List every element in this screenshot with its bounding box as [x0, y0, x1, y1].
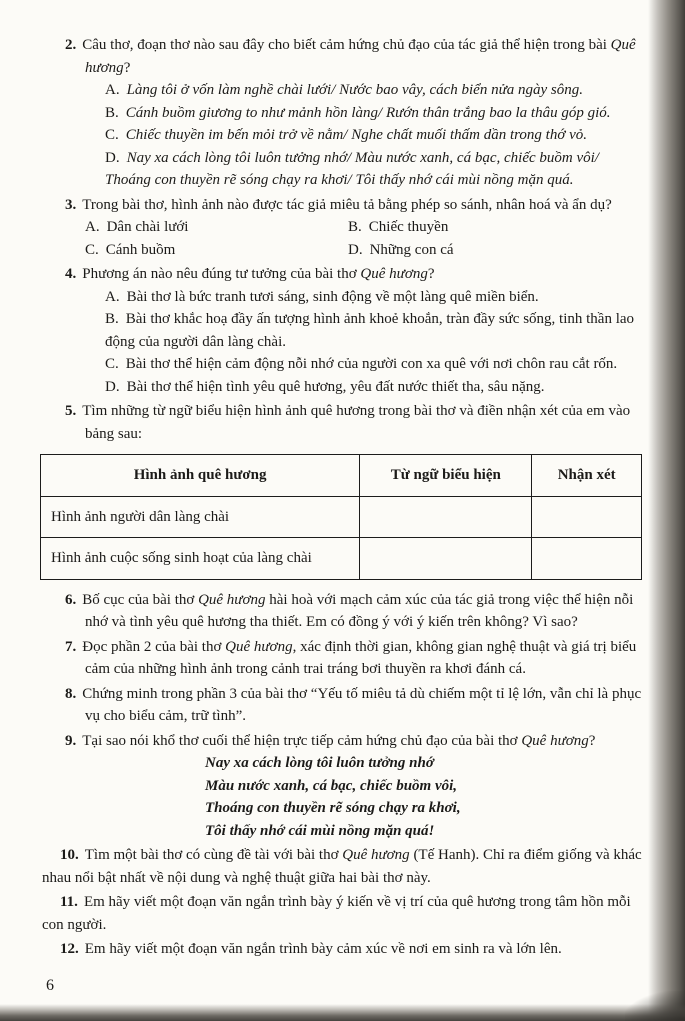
- option-label: D.: [105, 149, 120, 166]
- table-header-row: [41, 455, 642, 497]
- question-5: [42, 400, 643, 580]
- question-3-options-row-2: [85, 239, 643, 262]
- option-label: C.: [105, 127, 119, 143]
- question-5-text: Tìm những từ ngữ biểu hiện hình ảnh quê hương trong bài thơ và điền nhận xét của em vào bảng sau:: [82, 403, 631, 442]
- poem-line-4: Tôi thấy nhớ cái mùi nồng mặn quá!: [205, 822, 435, 839]
- scan-edge-bottom: [0, 1004, 685, 1021]
- question-9-text-post: ?: [588, 732, 596, 749]
- answer-table: [40, 454, 642, 580]
- table-cell-empty: [532, 538, 642, 580]
- question-4-option-d: [85, 376, 643, 399]
- table-header-remark: Nhận xét: [532, 455, 642, 497]
- option-label: D.: [348, 241, 363, 258]
- question-3-option-d: [348, 239, 454, 262]
- option-label: B.: [348, 219, 362, 235]
- poem-line-1: Nay xa cách lòng tôi luôn tưởng nhớ: [205, 755, 434, 771]
- poem-quote: [205, 752, 643, 842]
- question-11-text: Em hãy viết một đoạn văn ngắn trình bày ý kiến về vị trí của quê hương trong tâm hồn mỗi con người.: [42, 894, 631, 933]
- table-cell: Hình ảnh cuộc sống sinh hoạt của làng chài: [41, 538, 360, 580]
- question-8: [42, 683, 643, 728]
- table-row: [41, 538, 642, 580]
- option-text: Dân chài lưới: [106, 219, 189, 235]
- question-3-options-row-1: [85, 216, 643, 239]
- page-content: [42, 34, 643, 963]
- question-3-option-c: [85, 239, 348, 262]
- question-6-number: 6.: [65, 591, 77, 608]
- option-text: Những con cá: [369, 241, 454, 258]
- question-9-text-pre: Tại sao nói khổ thơ cuối thể hiện trực tiếp cảm hứng chủ đạo của bài thơ: [82, 732, 522, 749]
- question-3-number: 3.: [65, 196, 77, 213]
- poem-line-2: Màu nước xanh, cá bạc, chiếc buồm vôi,: [205, 777, 458, 794]
- option-label: A.: [85, 219, 100, 235]
- option-label: B.: [105, 311, 119, 327]
- poem-title: Quê hương: [85, 37, 636, 76]
- option-text: Cánh buồm giương to như mảnh hồn làng/ Rướn thân trắng bao la thâu góp gió.: [125, 104, 611, 121]
- option-text: Nay xa cách lòng tôi luôn tưởng nhớ/ Màu nước xanh, cá bạc, chiếc buồm vôi/ Thoáng con thuyền rẽ sóng chạy ra khơi/ Tôi thấy nhớ cái mùi nồng mặn quá.: [105, 149, 599, 188]
- option-label: D.: [105, 378, 120, 395]
- question-2-option-a: [85, 79, 643, 102]
- question-9: [42, 730, 643, 843]
- question-11-number: 11.: [60, 894, 78, 910]
- poem-title: Quê hương: [521, 732, 589, 749]
- question-3-option-a: [85, 216, 348, 239]
- question-6-text-pre: Bố cục của bài thơ: [82, 591, 199, 608]
- question-2-option-d: [85, 147, 643, 192]
- option-text: Bài thơ thể hiện cảm động nỗi nhớ của người con xa quê với nơi chôn rau cắt rốn.: [125, 356, 618, 372]
- option-label: A.: [105, 82, 120, 98]
- question-7: [42, 636, 643, 681]
- scan-edge-right: [648, 0, 685, 1021]
- question-2-text-pre: Câu thơ, đoạn thơ nào sau đây cho biết cảm hứng chủ đạo của tác giả thể hiện trong bài: [82, 37, 611, 53]
- option-text: Làng tôi ở vốn làm nghề chài lưới/ Nước bao vây, cách biển nửa ngày sông.: [126, 82, 584, 98]
- poem-title: Quê hương: [342, 847, 410, 863]
- question-7-text-pre: Đọc phần 2 của bài thơ: [82, 638, 226, 655]
- question-2-text-post: ?: [123, 59, 131, 76]
- option-text: Bài thơ khắc hoạ đầy ấn tượng hình ảnh khoẻ khoắn, tràn đầy sức sống, tinh thần lao động của người dân làng chài.: [105, 311, 635, 350]
- table-header-words: Từ ngữ biểu hiện: [360, 455, 532, 497]
- question-4-option-a: [85, 286, 643, 309]
- table-header-image: Hình ảnh quê hương: [41, 455, 360, 497]
- table-cell: Hình ảnh người dân làng chài: [41, 496, 360, 538]
- question-3-option-b: [348, 216, 448, 239]
- question-4-text-pre: Phương án nào nêu đúng tư tưởng của bài thơ: [82, 266, 361, 282]
- question-6-text-post: hài hoà với mạch cảm xúc của tác giả trong việc thể hiện nỗi nhớ và tình yêu quê hương tha thiết. Em có đồng ý với ý kiến trên không? Vì sao?: [85, 591, 634, 630]
- option-text: Bài thơ thể hiện tình yêu quê hương, yêu đất nước thiết tha, sâu nặng.: [126, 378, 545, 395]
- question-10-number: 10.: [60, 847, 79, 863]
- question-5-number: 5.: [65, 403, 77, 419]
- question-10-text-pre: Tìm một bài thơ có cùng đề tài với bài thơ: [84, 847, 343, 863]
- question-4-text-post: ?: [427, 266, 435, 282]
- question-2-option-c: [85, 124, 643, 147]
- question-7-text-post: , xác định thời gian, không gian nghệ thuật và giá trị biểu cảm của những hình ảnh trong cảnh trai tráng bơi thuyền ra khơi đánh cá.: [85, 638, 637, 677]
- question-11: [42, 891, 643, 936]
- question-3: [42, 194, 643, 262]
- option-label: A.: [105, 288, 120, 305]
- option-text: Chiếc thuyền im bến mỏi trở về nằm/ Nghe chất muối thấm dần trong thớ vỏ.: [125, 127, 587, 143]
- scan-edge-corner: [625, 991, 685, 1021]
- question-4-number: 4.: [65, 266, 77, 282]
- option-text: Cánh buồm: [105, 241, 176, 258]
- question-3-text: Trong bài thơ, hình ảnh nào được tác giả miêu tả bằng phép so sánh, nhân hoá và ẩn dụ?: [82, 196, 612, 213]
- question-12-number: 12.: [60, 941, 79, 957]
- question-2-number: 2.: [65, 37, 77, 53]
- table-cell-empty: [360, 496, 532, 538]
- option-label: C.: [105, 356, 119, 372]
- question-6: [42, 589, 643, 634]
- poem-line-3: Thoáng con thuyền rẽ sóng chạy ra khơi,: [205, 800, 461, 816]
- question-7-number: 7.: [65, 638, 77, 655]
- question-8-text: Chứng minh trong phần 3 của bài thơ “Yếu tố miêu tả dù chiếm một tỉ lệ lớn, vẫn chỉ là phục vụ cho biểu cảm, trữ tình”.: [82, 685, 642, 724]
- question-4: [42, 263, 643, 398]
- option-text: Bài thơ là bức tranh tươi sáng, sinh động về một làng quê miền biển.: [126, 288, 539, 305]
- poem-title: Quê hương: [360, 266, 428, 282]
- table-row: [41, 496, 642, 538]
- question-2: [42, 34, 643, 192]
- poem-title: Quê hương: [225, 638, 293, 655]
- option-label: B.: [105, 104, 119, 121]
- option-label: C.: [85, 241, 99, 258]
- option-text: Chiếc thuyền: [368, 219, 449, 235]
- question-4-option-c: [85, 353, 643, 376]
- poem-title: Quê hương: [198, 591, 266, 608]
- question-4-option-b: [85, 308, 643, 353]
- question-10-text-post: (Tế Hanh). Chỉ ra điểm giống và khác nhau nổi bật nhất về nội dung và nghệ thuật giữa hai bài thơ này.: [42, 847, 642, 886]
- question-12-text: Em hãy viết một đoạn văn ngắn trình bày cảm xúc về nơi em sinh ra và lớn lên.: [84, 941, 562, 957]
- question-2-option-b: [85, 102, 643, 125]
- table-cell-empty: [532, 496, 642, 538]
- question-8-number: 8.: [65, 685, 77, 702]
- page-number: 6: [46, 977, 54, 994]
- question-9-number: 9.: [65, 732, 77, 749]
- table-cell-empty: [360, 538, 532, 580]
- question-12: [42, 938, 643, 961]
- question-10: [42, 844, 643, 889]
